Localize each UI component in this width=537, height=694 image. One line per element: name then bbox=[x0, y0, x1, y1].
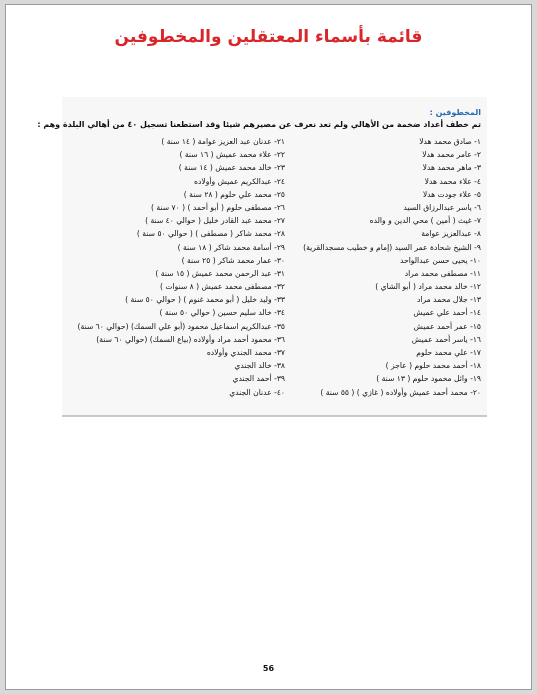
list-item: ١٨- أحمد محمد حلوم ( عاجز ) bbox=[385, 361, 481, 371]
list-item: ١٢- خالد محمد مراد ( أبو الشاي ) bbox=[375, 282, 481, 292]
list-item: ١٥- عمر أحمد عميش bbox=[413, 321, 481, 331]
list-item: ٣٨- خالد الجندي bbox=[234, 361, 285, 371]
list-item: ٦- ياسر عبدالرزاق السيد bbox=[403, 202, 481, 212]
list-item: ٢١- عدنان عبد العزيز عوامة ( ١٤ سنة ) bbox=[161, 137, 285, 146]
list-item: ١٣- جلال محمد مراد bbox=[417, 295, 481, 305]
section-intro: تم خطف أعداد ضخمة من الأهالي ولم تعد نعرف عن مصيرهم شيئا وقد استطعنا تسجيل ٤٠ من أهالي البلدة وهم : bbox=[37, 120, 481, 129]
list-item: ٨- عبدالعزيز عوامة bbox=[421, 229, 481, 239]
content-box bbox=[37, 97, 487, 417]
list-item: ١٧- علي محمد حلوم bbox=[416, 348, 481, 357]
list-item: ٢٦- مصطفى حلوم ( أبو أحمد ) ( ٧٠ سنة ) bbox=[150, 202, 285, 212]
list-item: ١- صادق محمد هدلا bbox=[419, 137, 481, 146]
section-heading: المخطوفين : bbox=[429, 108, 481, 117]
list-item: ٢٨- محمد شاكر ( مصطفى ) ( حوالي ٥٠ سنة ) bbox=[136, 229, 285, 239]
list-item: ٥- علاء جودت هدلا bbox=[422, 189, 481, 199]
list-item: ٩- الشيخ شحادة عمر السيد (إمام و خطيب مسجدالقرية) bbox=[303, 242, 481, 252]
list-item: ٣٤- خالد سليم حسين ( حوالي ٥٠ سنة ) bbox=[159, 308, 285, 318]
document-page bbox=[5, 4, 532, 690]
list-item: ٣٩- أحمد الجندي bbox=[232, 374, 285, 384]
list-item: ١٠- يحيى حسن عبدالواحد bbox=[400, 255, 481, 265]
list-item: ٢٢- علاء محمد عميش ( ١٦ سنة ) bbox=[179, 150, 285, 160]
list-item: ٢٩- أسامة محمد شاكر ( ١٨ سنة ) bbox=[177, 242, 285, 252]
list-item: ٢٠- محمد أحمد عميش وأولاده ( غازي ) ( ٥٥ سنة ) bbox=[320, 387, 481, 397]
page-title: قائمة بأسماء المعتقلين والمخطوفين bbox=[114, 27, 423, 47]
list-item: ٧- غيث ( أمين ) محي الدين و والده bbox=[369, 216, 481, 226]
page-number: 56 bbox=[262, 664, 275, 673]
list-item: ٣١- عبد الرحمن محمد عميش ( ١٥ سنة ) bbox=[155, 268, 285, 278]
list-item: ٤- علاء محمد هدلا bbox=[424, 176, 481, 186]
list-item: ٣٧- محمد الجندي وأولاده bbox=[206, 348, 285, 357]
list-item: ٢٧- محمد عبد القادر خليل ( حوالي ٤٠ سنة ) bbox=[145, 216, 285, 226]
list-item: ١١- مصطفى محمد مراد bbox=[404, 268, 481, 278]
list-item: ٢٣- خالد محمد عميش ( ١٤ سنة ) bbox=[178, 163, 285, 173]
list-item: ٣- ماهر محمد هدلا bbox=[422, 163, 481, 173]
list-item: ١٤- أحمد علي عميش bbox=[413, 308, 481, 318]
names-list-left bbox=[53, 135, 285, 399]
list-item: ٢٤- عبدالكريم عميش وأولاده bbox=[194, 176, 285, 186]
list-item: ٣٥- عبدالكريم اسماعيل محمود (أبو علي السمك) (حوالي ٦٠ سنة) bbox=[77, 321, 285, 331]
list-item: ٢- عامر محمد هدلا bbox=[422, 150, 481, 160]
list-item: ٣٣- وليد خليل ( أبو محمد غنوم ) ( حوالي ٥٠ سنة ) bbox=[125, 295, 285, 305]
list-item: ١٦- ياسر أحمد عميش bbox=[411, 334, 481, 344]
names-list-right bbox=[281, 135, 481, 399]
list-item: ٤٠- عدنان الجندي bbox=[229, 387, 285, 397]
list-item: ١٩- وائل محمود حلوم ( ١٣ سنة ) bbox=[376, 374, 481, 384]
list-item: ٢٥- محمد علي حلوم ( ٢٨ سنة ) bbox=[183, 189, 285, 199]
list-item: ٣٠- عمار محمد شاكر ( ٢٥ سنة ) bbox=[181, 255, 285, 265]
list-item: ٣٦- محمود أحمد مراد وأولاده (بياع السمك) (حوالي ٦٠ سنة) bbox=[96, 334, 285, 344]
list-item: ٣٢- مصطفى محمد عميش ( ٨ سنوات ) bbox=[160, 282, 285, 292]
